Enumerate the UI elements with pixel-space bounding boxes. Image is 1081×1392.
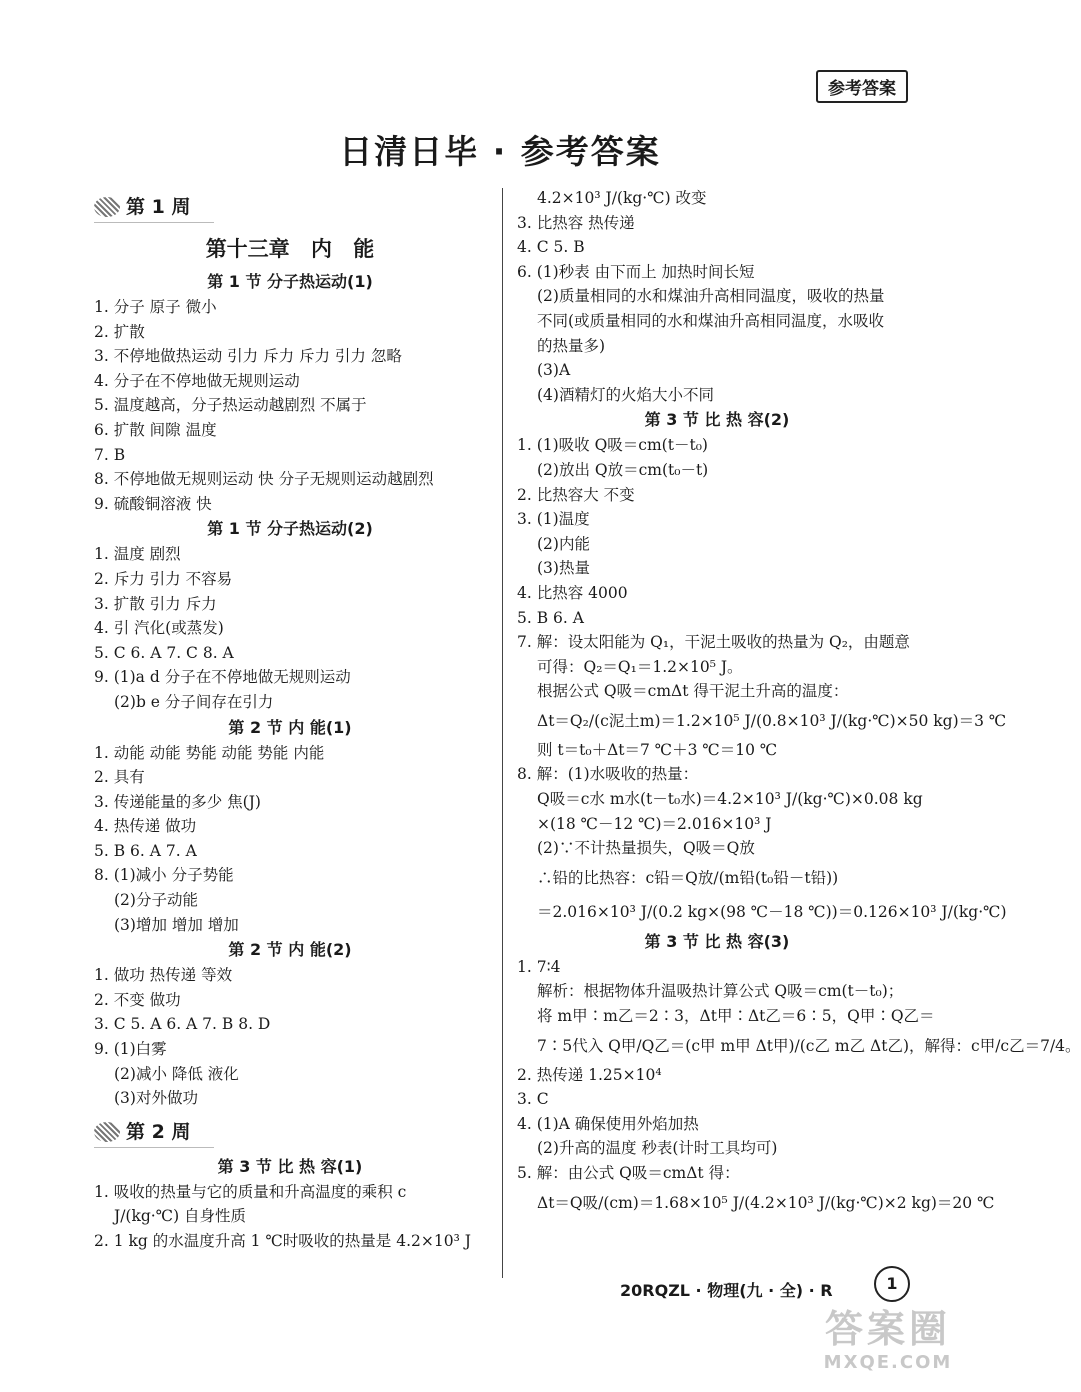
answer-line: 1. 动能 动能 势能 动能 势能 内能 (94, 743, 325, 762)
answer-line: (2)升高的温度 秒表(计时工具均可) (537, 1139, 778, 1158)
watermark (790, 1306, 986, 1384)
answer-line: J/(kg·℃) 自身性质 (114, 1207, 247, 1226)
answer-line: 3. C 5. A 6. A 7. B 8. D (94, 1015, 271, 1034)
watermark-url: MXQE.COM (823, 1352, 953, 1373)
answer-line: ×(18 ℃－12 ℃)＝2.016×10³ J (537, 814, 772, 833)
section-heading: 第 1 节 分子热运动(2) (207, 519, 373, 539)
section-heading: 第 3 节 比 热 容(1) (217, 1156, 363, 1176)
answer-line: 4. 热传递 做功 (94, 817, 197, 836)
section-heading: 第 2 节 内 能(1) (228, 717, 352, 737)
section-heading: 第 1 节 分子热运动(1) (207, 272, 373, 291)
answer-line: 根据公式 Q吸＝cmΔt 得干泥土升高的温度： (537, 682, 849, 701)
answer-line: (2)内能 (537, 534, 590, 553)
answer-line: 2. 扩散 (94, 322, 145, 341)
answer-line: 4. 分子在不停地做无规则运动 (94, 371, 300, 390)
leaf-icon (94, 1122, 120, 1142)
answer-line: 6. (1)秒表 由下而上 加热时间长短 (517, 262, 755, 281)
answer-line: 解析：根据物体升温吸热计算公式 Q吸＝cm(t－t₀)； (537, 982, 904, 1001)
answer-line: 3. 扩散 引力 斥力 (94, 594, 217, 613)
answer-line: 7. B (94, 445, 126, 464)
answer-line: 4. (1)A 确保使用外焰加热 (517, 1114, 699, 1133)
answer-line: 8. (1)减小 分子势能 (94, 866, 234, 885)
formula-line: Δt＝Q吸/(cm)＝1.68×10⁵ J/(4.2×10³ J/(kg·℃)×2 kg)＝20 ℃ (537, 1193, 995, 1212)
answer-line: (2)质量相同的水和煤油升高相同温度，吸收的热量 (537, 287, 885, 306)
answer-line: 9. (1)白雾 (94, 1040, 167, 1059)
answer-line: 5. 温度越高，分子热运动越剧烈 不属于 (94, 396, 367, 415)
answer-line: 9. (1)a d 分子在不停地做无规则运动 (94, 668, 351, 687)
answer-line: 1. 温度 剧烈 (94, 545, 181, 564)
answer-line: 5. B 6. A 7. A (94, 841, 197, 860)
header-tag: 参考答案 (816, 70, 908, 103)
answer-line: 不同(或质量相同的水和煤油升高相同温度，水吸收 (537, 311, 885, 330)
answer-line: 3. (1)温度 (517, 510, 590, 529)
answer-line: 2. 1 kg 的水温度升高 1 ℃时吸收的热量是 4.2×10³ J (94, 1232, 471, 1250)
answer-line: 5. 解：由公式 Q吸＝cmΔt 得： (517, 1164, 740, 1182)
answer-line: 2. 不变 做功 (94, 990, 181, 1009)
formula-line: Δt＝Q₂/(c泥土m)＝1.2×10⁵ J/(0.8×10³ J/(kg·℃)×50 kg)＝3 ℃ (537, 711, 1007, 730)
answer-line: Q吸＝c水 m水(t－t₀水)＝4.2×10³ J/(kg·℃)×0.08 kg (537, 790, 923, 809)
week-heading (94, 1111, 486, 1153)
formula-line: ＝2.016×10³ J/(0.2 kg×(98 ℃－18 ℃))＝0.126×10³ J/(kg·℃) (537, 902, 1007, 921)
answer-line: 8. 解：(1)水吸收的热量： (517, 765, 699, 784)
answer-line: 9. 硫酸铜溶液 快 (94, 494, 212, 513)
answer-line: 4. C 5. B (517, 238, 585, 257)
answer-line: 4.2×10³ J/(kg·℃) 改变 (537, 189, 707, 207)
answer-line: 2. 热传递 1.25×10⁴ (517, 1065, 662, 1084)
answer-line: 1. (1)吸收 Q吸＝cm(t－t₀) (517, 436, 708, 455)
answer-line: (2)分子动能 (114, 891, 198, 910)
answer-line: 3. 传递能量的多少 焦(J) (94, 792, 261, 811)
answer-line: 3. 不停地做热运动 引力 斥力 斥力 引力 忽略 (94, 347, 402, 366)
week-heading (94, 186, 486, 228)
answer-line: 的热量多) (537, 336, 606, 355)
answer-line: 3. C (517, 1090, 549, 1109)
page-number: 1 (874, 1266, 910, 1302)
answer-line: 4. 比热容 4000 (517, 583, 628, 602)
column-divider (502, 188, 503, 1278)
answer-line: 可得：Q₂＝Q₁＝1.2×10⁵ J。 (537, 657, 743, 676)
answer-line: 5. C 6. A 7. C 8. A (94, 643, 234, 662)
answer-line: 5. B 6. A (517, 608, 584, 627)
week-heading-text: 第 1 周 (126, 196, 191, 218)
answer-line: (3)热量 (537, 559, 590, 578)
leaf-icon (94, 197, 120, 217)
page-title: 日清日毕 · 参考答案 (339, 132, 661, 171)
answer-line: 1. 分子 原子 微小 (94, 298, 217, 316)
answer-line: 8. 不停地做无规则运动 快 分子无规则运动越剧烈 (94, 470, 434, 489)
answer-line: 2. 比热容大 不变 (517, 485, 635, 504)
answer-line: (4)酒精灯的火焰大小不同 (537, 385, 714, 404)
answer-line: 1. 吸收的热量与它的质量和升高温度的乘积 c (94, 1182, 407, 1201)
answer-line: (3)A (537, 361, 571, 380)
answer-line: (2)减小 降低 液化 (114, 1064, 239, 1083)
answer-line: 2. 斥力 引力 不容易 (94, 569, 233, 588)
answer-line: 6. 扩散 间隙 温度 (94, 420, 217, 439)
answer-line: 4. 引 汽化(或蒸发) (94, 619, 224, 638)
answer-line: 1. 做功 热传递 等效 (94, 966, 233, 985)
left-column (94, 186, 486, 1254)
answer-line: (2)b e 分子间存在引力 (114, 692, 274, 711)
footer-code: 20RQZL · 物理(九 · 全) · R (620, 1281, 833, 1300)
answer-line: (3)增加 增加 增加 (114, 915, 239, 934)
answer-line: (2)放出 Q放＝cm(t₀－t) (537, 460, 709, 479)
formula-line: ∴铅的比热容：c铅＝Q放/(m铅(t₀铅－t铅)) (537, 868, 839, 887)
answer-line: (2)∵不计热量损失，Q吸＝Q放 (537, 839, 755, 858)
section-heading: 第 3 节 比 热 容(3) (644, 931, 790, 951)
section-heading: 第 3 节 比 热 容(2) (644, 410, 790, 430)
answer-line: 3. 比热容 热传递 (517, 213, 635, 232)
watermark-main: 答案圈 (824, 1307, 951, 1351)
answer-line: 2. 具有 (94, 768, 145, 787)
answer-line: 7. 解：设太阳能为 Q₁，干泥土吸收的热量为 Q₂，由题意 (517, 633, 910, 652)
right-column (517, 186, 1081, 1220)
formula-line: 7∶5代入 Q甲/Q乙＝(c甲 m甲 Δt甲)/(c乙 m乙 Δt乙)，解得：c甲/c乙＝7/4。 (537, 1036, 1081, 1055)
section-heading: 第 2 节 内 能(2) (228, 940, 352, 960)
answer-line: 1. 7∶4 (517, 957, 561, 976)
chapter-heading: 第十三章 内 能 (205, 237, 375, 261)
week-heading-text: 第 2 周 (126, 1120, 191, 1143)
answer-line: (3)对外做功 (114, 1089, 198, 1108)
answer-line: 则 t＝t₀＋Δt＝7 ℃＋3 ℃＝10 ℃ (537, 740, 778, 759)
answer-line: 将 m甲∶m乙＝2∶3，Δt甲∶Δt乙＝6∶5，Q甲∶Q乙＝ (537, 1007, 935, 1026)
